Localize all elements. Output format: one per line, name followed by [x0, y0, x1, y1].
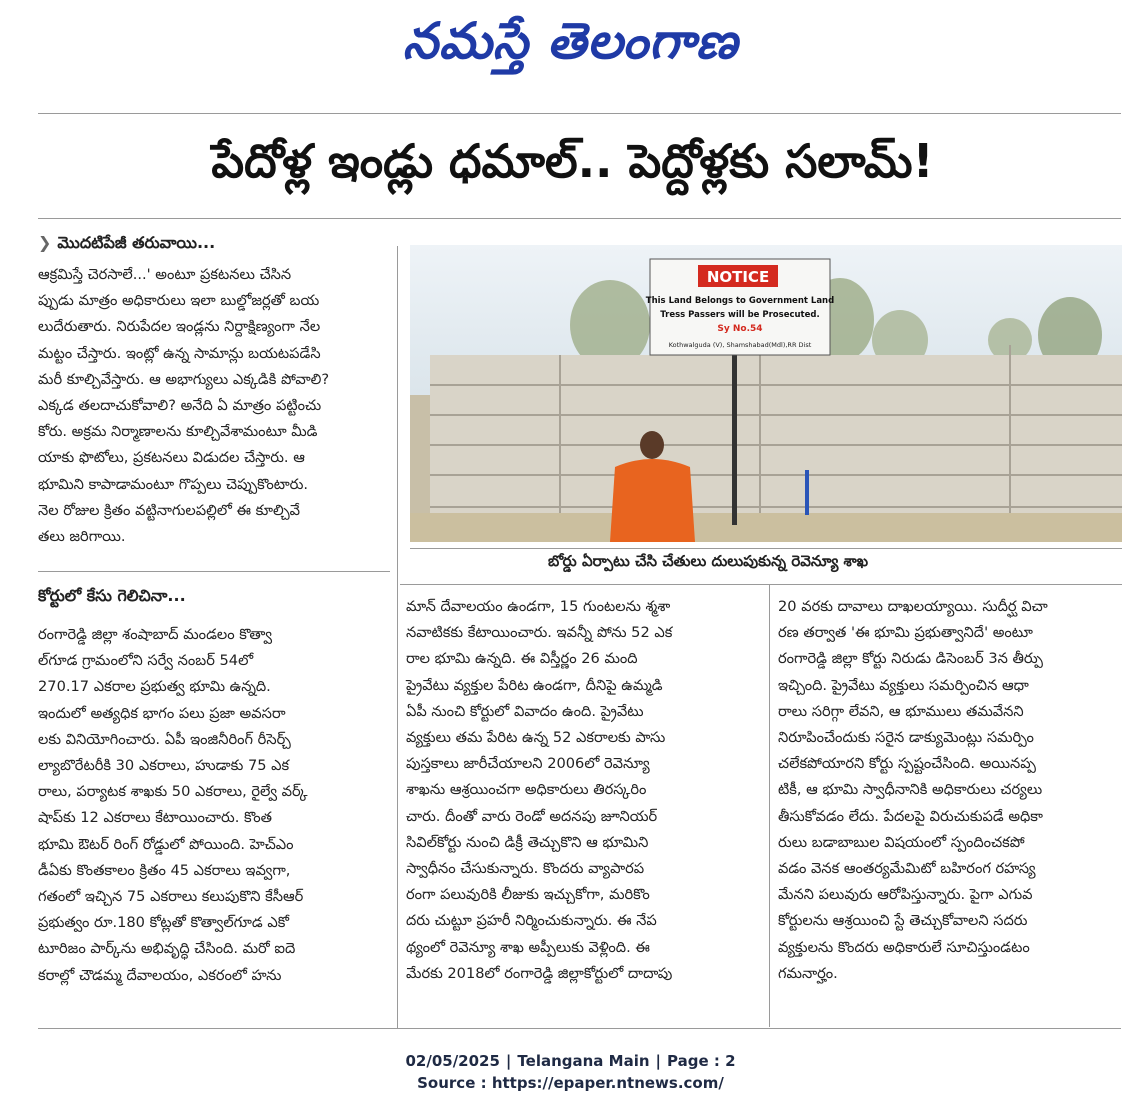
column-3-line: గమనార్హం.	[778, 964, 838, 982]
column-1-body-line: ల్‌గూడ గ్రామంలోని సర్వే నంబర్ 54లో	[38, 652, 254, 670]
photo-caption: బోర్డు ఏర్పాటు చేసి చేతులు దులుపుకున్న రెవెన్యూ శాఖ	[548, 552, 869, 570]
column-2-line: నవాటికకు కేటాయించారు. ఇవన్నీ పోను 52 ఎక	[406, 624, 673, 642]
column-3-line: రంగారెడ్డి జిల్లా కోర్టు నిరుడు డిసెంబర్ 3న తీర్పు	[778, 650, 1043, 668]
headline-divider	[38, 218, 1121, 219]
column-1-intro-line: కోరు. అక్రమ నిర్మాణాలను కూల్చివేశామంటూ మీడి	[38, 423, 318, 441]
column-1-body-line: రాలు, పర్యాటక శాఖకు 50 ఎకరాలు, రైల్వే వర్క్	[38, 783, 308, 801]
masthead-divider	[38, 113, 1121, 114]
headline: పేదోళ్ల ఇండ్లు ధమాల్.. పెద్దోళ్లకు సలామ్!	[211, 134, 934, 188]
footer-divider	[38, 1028, 1121, 1029]
column-1-body-line: టూరిజం పార్క్‌ను అభివృద్ధి చేసింది. మరో ఐదె	[38, 940, 296, 958]
column-1-body-line: లకు వినియోగించారు. ఏపీ ఇంజినీరింగ్ రీసెర్చ్	[38, 730, 291, 748]
column-1-body-line: భూమి ఔటర్ రింగ్ రోడ్డులో పోయింది. హెచ్‌ఎం	[38, 835, 294, 853]
column-2-line: రాల భూమి ఉన్నది. ఈ విస్తీర్ణం 26 మంది	[406, 650, 638, 668]
column-1-body-line: కరాల్లో చౌడమ్మ దేవాలయం, ఎకరంలో హను	[38, 966, 282, 984]
column-1-body-line: డీఏకు కొంతకాలం క్రితం 45 ఎకరాలు ఇవ్వగా,	[38, 861, 291, 879]
sign-line-1: This Land Belongs to Government Land	[645, 296, 835, 306]
column-3-line: వడం వెనక ఆంతర్యమేమిటో బహిరంగ రహస్య	[778, 860, 1036, 878]
footer-info: 02/05/2025 | Telangana Main | Page : 2	[405, 1052, 736, 1070]
column-divider-2	[769, 585, 770, 1027]
column-1-body	[38, 622, 388, 989]
column-1-body-line: ప్రభుత్వం రూ.180 కోట్లతో కొత్వాల్‌గూడ ఎకో	[38, 914, 290, 932]
column-2-line: పుస్తకాలు జారీచేయాలని 2006లో రెవెన్యూ	[406, 755, 650, 773]
footer-page: Page : 2	[667, 1052, 736, 1070]
column-1-intro-line: మట్టం చేస్తారు. ఇంట్లో ఉన్న సామాన్లు బయటపడేసి	[38, 344, 321, 362]
column-2-line: థ్యంలో రెవెన్యూ శాఖ అప్పీలుకు వెళ్లింది. ఈ	[406, 938, 650, 956]
column-3-line: చలేకపోయారని కోర్టు స్పష్టంచేసింది. అయినప్ప	[778, 755, 1036, 773]
column-1-body-line: 270.17 ఎకరాల ప్రభుత్వ భూమి ఉన్నది.	[38, 678, 271, 696]
subhead-divider	[38, 571, 390, 572]
column-1-body-line: రంగారెడ్డి జిల్లా శంషాబాద్ మండలం కొత్వా	[38, 626, 273, 643]
column-3-line: మేనని పలువురు ఆరోపిస్తున్నారు. పైగా ఎగువ	[778, 886, 1033, 904]
sign-line-3: Sy No.54	[717, 324, 763, 334]
caption-divider	[400, 584, 1122, 585]
column-1-body-line: గతంలో ఇచ్చిన 75 ఎకరాలు కలుపుకొని కేసీఆర్	[38, 888, 304, 906]
column-3-line: నిరూపించేందుకు సరైన డాక్యుమెంట్లు సమర్పిం	[778, 729, 1034, 747]
column-2-line: దరు చుట్టూ ప్రహరీ నిర్మించుకున్నారు. ఈ నేప	[406, 912, 657, 930]
continued-from-front-page	[38, 233, 215, 256]
masthead	[0, 6, 1141, 76]
footer-edition: Telangana Main	[517, 1052, 650, 1070]
column-2-line: ఏపీ నుంచి కోర్టులో వివాదం ఉంది. ప్రైవేటు	[406, 702, 644, 720]
column-3-line: రాలు సరిగ్గా లేవని, ఆ భూములు తమవేనని	[778, 702, 1024, 720]
column-2-line: స్వాధీనం చేసుకున్నారు. కొందరు వ్యాపారప	[406, 860, 645, 878]
column-2-line: సివిల్‌కోర్టు నుంచి డిక్రీ తెచ్చుకొని ఆ భూమిని	[406, 833, 649, 851]
photo-illustration	[410, 245, 1122, 542]
news-photo	[410, 245, 1122, 542]
sign-line-2: Tress Passers will be Prosecuted.	[660, 310, 820, 320]
column-1-intro-line: ఆక్రమిస్తే చెరసాలే...' అంటూ ప్రకటనలు చేసిన	[38, 266, 292, 283]
column-3	[778, 594, 1123, 987]
footer-source: Source : https://epaper.ntnews.com/	[417, 1074, 724, 1092]
column-2-line: ప్రైవేటు వ్యక్తుల పేరిట ఉండగా, దీనిపై ఉమ్మడి	[406, 676, 663, 694]
column-3-line: 20 వరకు దావాలు దాఖలయ్యాయి. సుదీర్ఘ విచా	[778, 598, 1048, 615]
column-divider-1	[397, 246, 398, 1028]
kicker-label: మొదటిపేజీ తరువాయి...	[57, 233, 216, 252]
column-2	[406, 594, 761, 987]
sign-title: NOTICE	[706, 268, 770, 286]
column-1-intro	[38, 262, 388, 550]
column-2-line: చారు. దీంతో వారు రెండో అదనపు జూనియర్	[406, 807, 658, 825]
column-2-line: శాఖను ఆశ్రయించగా అధికారులు తిరస్కరిం	[406, 781, 647, 799]
subhead: కోర్టులో కేసు గెలిచినా...	[38, 586, 186, 605]
column-3-line: కోర్టులను ఆశ్రయించి స్టే తెచ్చుకోవాలని సదరు	[778, 912, 1028, 930]
column-1-body-line: ల్యాబొరేటరీకి 30 ఎకరాలు, హుడాకు 75 ఎక	[38, 757, 290, 775]
column-3-line: వ్యక్తులను కొందరు అధికారులే సూచిస్తుండటం	[778, 938, 1030, 956]
column-1-intro-line: యాకు ఫొటోలు, ప్రకటనలు విడుదల చేస్తారు. ఆ	[38, 449, 305, 467]
column-3-line: తీసుకోవడం లేదు. పేదలపై విరుచుకుపడే అధికా	[778, 807, 1043, 825]
column-1-intro-line: లుదేరుతారు. నిరుపేదల ఇండ్లను నిర్దాక్షిణ్యంగా నేల	[38, 318, 321, 336]
masthead-logo: నమస్తే తెలంగాణ	[402, 11, 739, 70]
column-1-intro-line: నెల రోజుల క్రితం వట్టినాగులపల్లిలో ఈ కూల్చివే	[38, 501, 301, 519]
column-1-intro-line: ప్పుడు మాత్రం అధికారులు ఇలా బుల్డోజర్లతో బయ	[38, 292, 320, 310]
column-3-line: రణ తర్వాత 'ఈ భూమి ప్రభుత్వానిదే' అంటూ	[778, 624, 1033, 642]
column-3-line: టికీ, ఆ భూమి స్వాధీనానికి అధికారులు చర్యలు	[778, 781, 1043, 799]
column-3-line: రులు బడాబాబుల విషయంలో స్పందించకపో	[778, 833, 1025, 851]
column-1-intro-line: తలు జరిగాయి.	[38, 528, 126, 546]
column-2-line: మేరకు 2018లో రంగారెడ్డి జిల్లాకోర్టులో దాదాపు	[406, 964, 673, 982]
column-1-intro-line: ఎక్కడ తలదాచుకోవాలి? అనేది ఏ మాత్రం పట్టించు	[38, 397, 322, 415]
column-1-intro-line: మరీ కూల్చివేస్తారు. ఆ అభాగ్యులు ఎక్కడికి పోవాలి?	[38, 370, 330, 388]
footer-date: 02/05/2025	[405, 1052, 500, 1070]
column-2-line: మాన్ దేవాలయం ఉండగా, 15 గుంటలను శ్మశా	[406, 598, 671, 615]
column-1-body-line: షాప్‌కు 12 ఎకరాలు కేటాయించారు. కొంత	[38, 809, 272, 827]
sign-line-4: Kothwalguda (V), Shamshabad(Mdl),RR Dist	[668, 341, 812, 349]
column-3-line: ఇచ్చింది. ప్రైవేటు వ్యక్తులు సమర్పించిన ఆధా	[778, 676, 1029, 694]
column-2-line: వ్యక్తులు తమ పేరిట ఉన్న 52 ఎకరాలకు పాసు	[406, 729, 666, 747]
chevron-right-icon: ❯	[38, 233, 52, 252]
column-1-body-line: ఇందులో అత్యధిక భాగం పలు ప్రజా అవసరా	[38, 704, 286, 722]
column-2-line: రంగా పలువురికి లీజుకు ఇచ్చుకోగా, మరికొం	[406, 886, 650, 904]
photo-bottom-divider	[410, 548, 1122, 549]
column-1-intro-line: భూమిని కాపాడామంటూ గొప్పలు చెప్పుకొంటారు.	[38, 475, 309, 493]
